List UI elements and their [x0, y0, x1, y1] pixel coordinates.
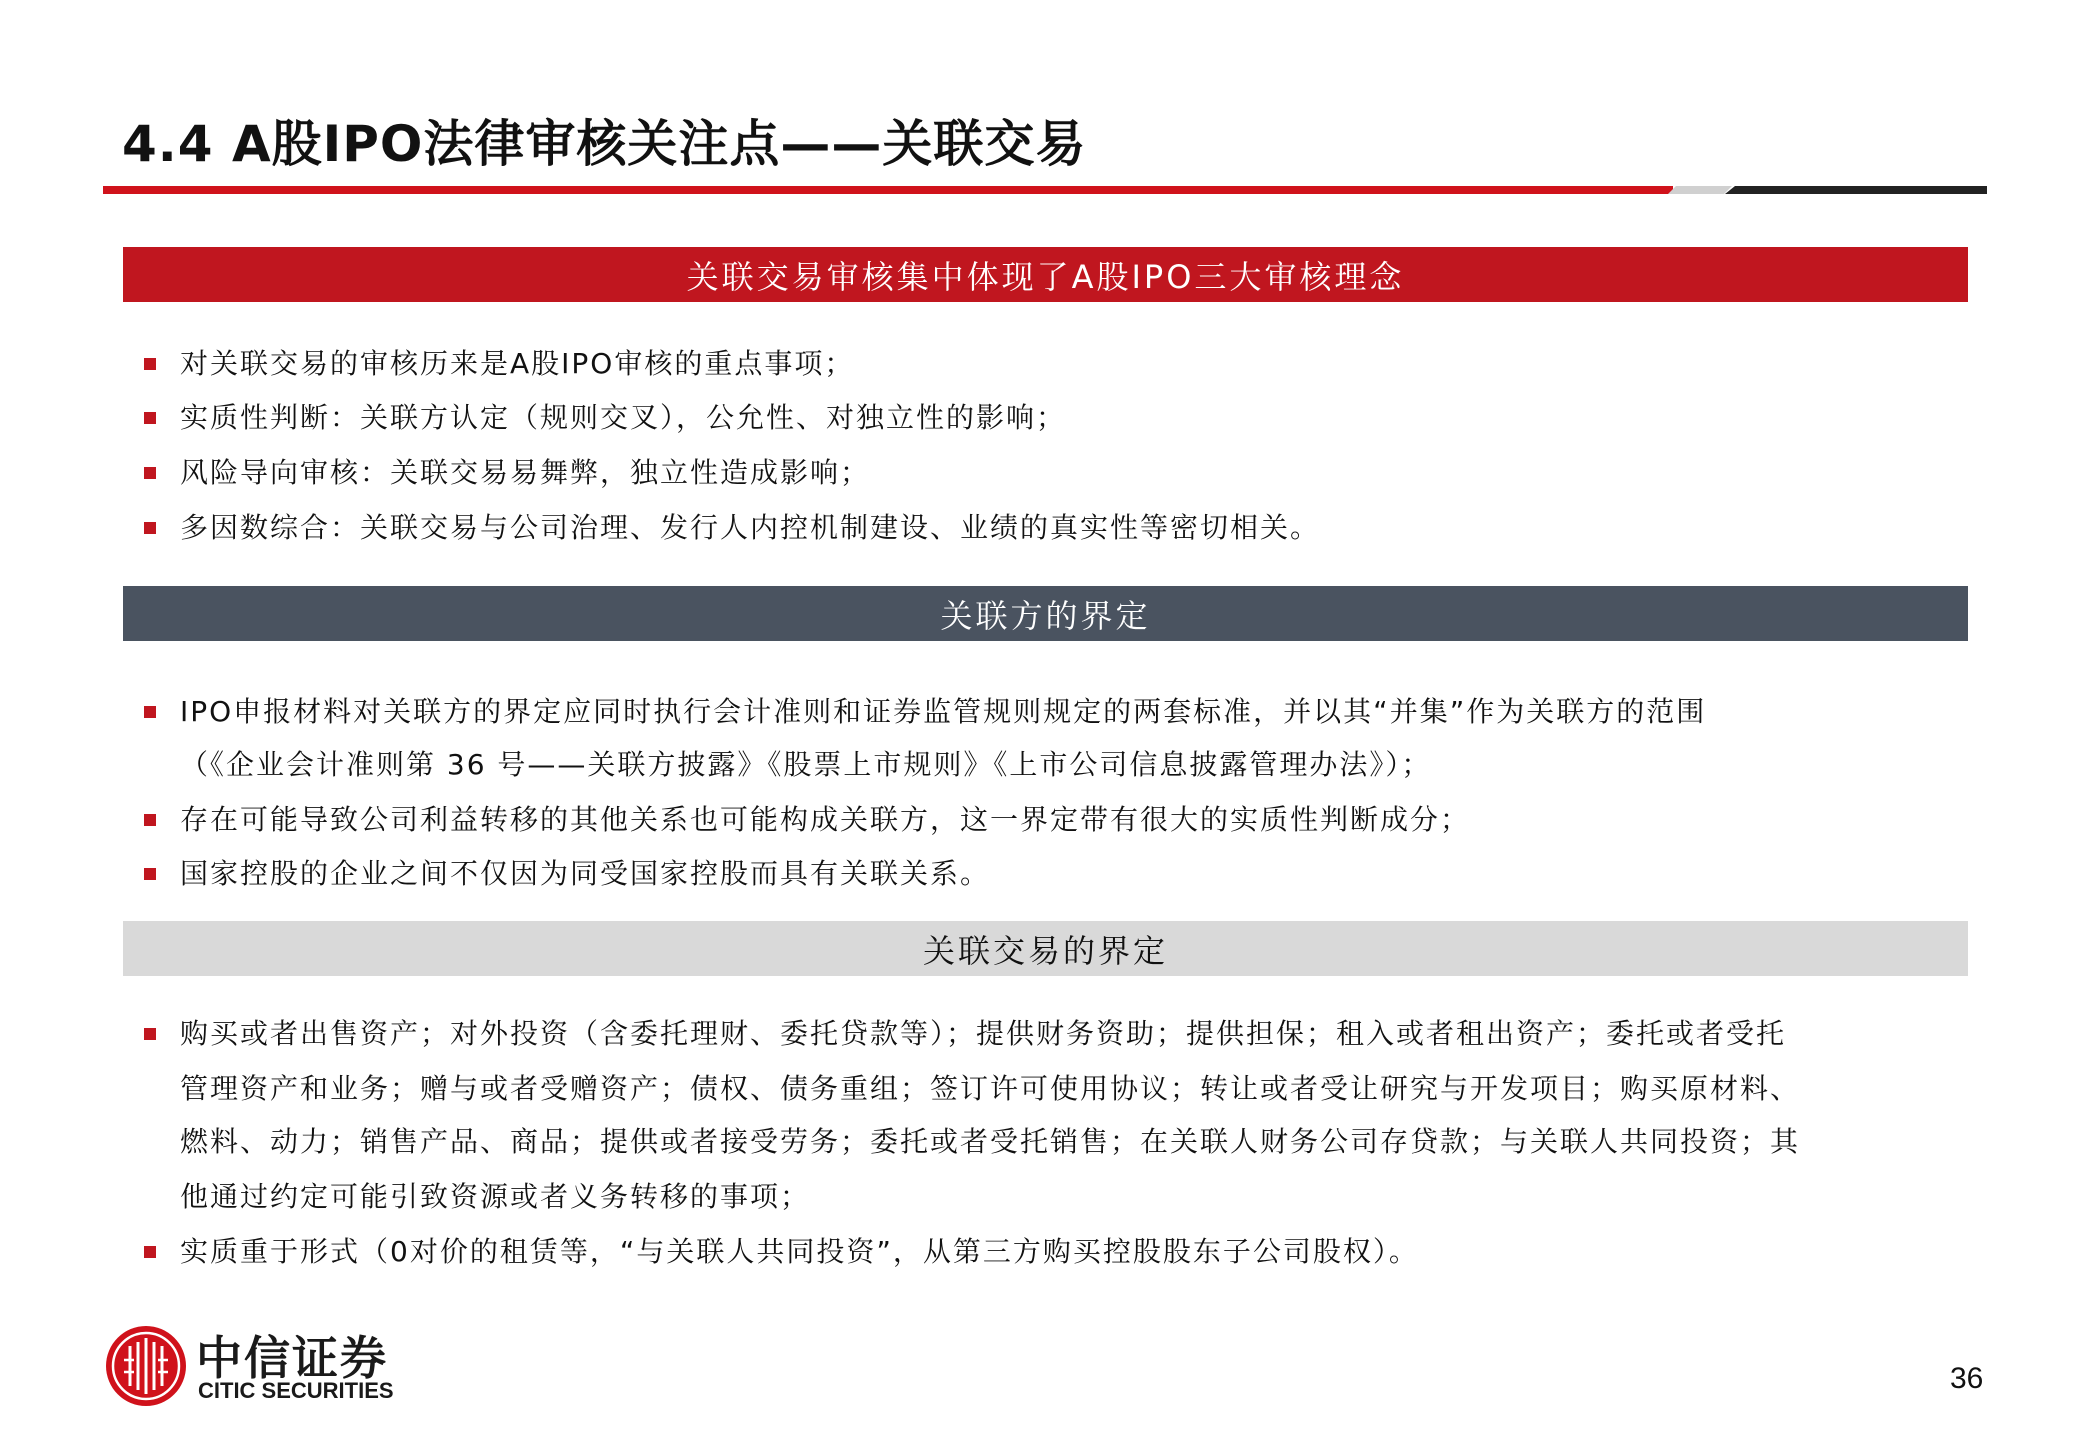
citic-emblem-icon	[104, 1324, 188, 1408]
page-number: 36	[1950, 1362, 1984, 1395]
section3-line: 实质重于形式（0对价的租赁等，“与关联人共同投资”，从第三方购买控股股东子公司股权）。	[180, 1235, 1419, 1268]
section2-line: 国家控股的企业之间不仅因为同受国家控股而具有关联关系。	[180, 857, 991, 890]
bullet-icon	[144, 412, 156, 424]
logo-english-name: CITIC SECURITIES	[198, 1378, 394, 1403]
section3-line: 管理资产和业务；赠与或者受赠资产；债权、债务重组；签订许可使用协议；转让或者受让研究与开发项目；购买原材料、	[180, 1072, 1801, 1105]
section1-header: 关联交易审核集中体现了A股IPO三大审核理念	[123, 247, 1968, 302]
section2-line: （《企业会计准则第 36 号——关联方披露》《股票上市规则》《上市公司信息披露管理办法》）；	[180, 748, 1432, 781]
section3-line: 他通过约定可能引致资源或者义务转移的事项；	[180, 1180, 811, 1213]
bullet-icon	[144, 358, 156, 370]
section3-line: 燃料、动力；销售产品、商品；提供或者接受劳务；委托或者受托销售；在关联人财务公司存贷款；与关联人共同投资；其	[180, 1125, 1801, 1158]
bullet-icon	[144, 522, 156, 534]
section2-header: 关联方的界定	[123, 586, 1968, 641]
section1-bullet: 多因数综合：关联交易与公司治理、发行人内控机制建设、业绩的真实性等密切相关。	[180, 511, 1321, 544]
citic-securities-logo	[104, 1324, 404, 1408]
bullet-icon	[144, 814, 156, 826]
bullet-icon	[144, 1246, 156, 1258]
section1-bullet: 对关联交易的审核历来是A股IPO审核的重点事项；	[180, 347, 855, 380]
title-divider-black	[1725, 186, 1987, 194]
title-divider-red	[103, 186, 1673, 194]
section1-bullet: 风险导向审核：关联交易易舞弊，独立性造成影响；	[180, 456, 871, 489]
section2-line: IPO申报材料对关联方的界定应同时执行会计准则和证券监管规则规定的两套标准，并以其“并集”作为关联方的范围	[180, 695, 1707, 728]
section2-line: 存在可能导致公司利益转移的其他关系也可能构成关联方，这一界定带有很大的实质性判断成分；	[180, 803, 1471, 836]
logo-chinese-name: 中信证券	[196, 1331, 388, 1385]
bullet-icon	[144, 1028, 156, 1040]
section3-header: 关联交易的界定	[123, 921, 1968, 976]
title-divider-gray	[1668, 186, 1732, 194]
section3-line: 购买或者出售资产；对外投资（含委托理财、委托贷款等）；提供财务资助；提供担保；租入或者租出资产；委托或者受托	[180, 1017, 1787, 1050]
bullet-icon	[144, 467, 156, 479]
bullet-icon	[144, 868, 156, 880]
page-title: 4.4 A股IPO法律审核关注点——关联交易	[122, 115, 1087, 173]
section1-bullet: 实质性判断：关联方认定（规则交叉），公允性、对独立性的影响；	[180, 401, 1067, 434]
bullet-icon	[144, 706, 156, 718]
